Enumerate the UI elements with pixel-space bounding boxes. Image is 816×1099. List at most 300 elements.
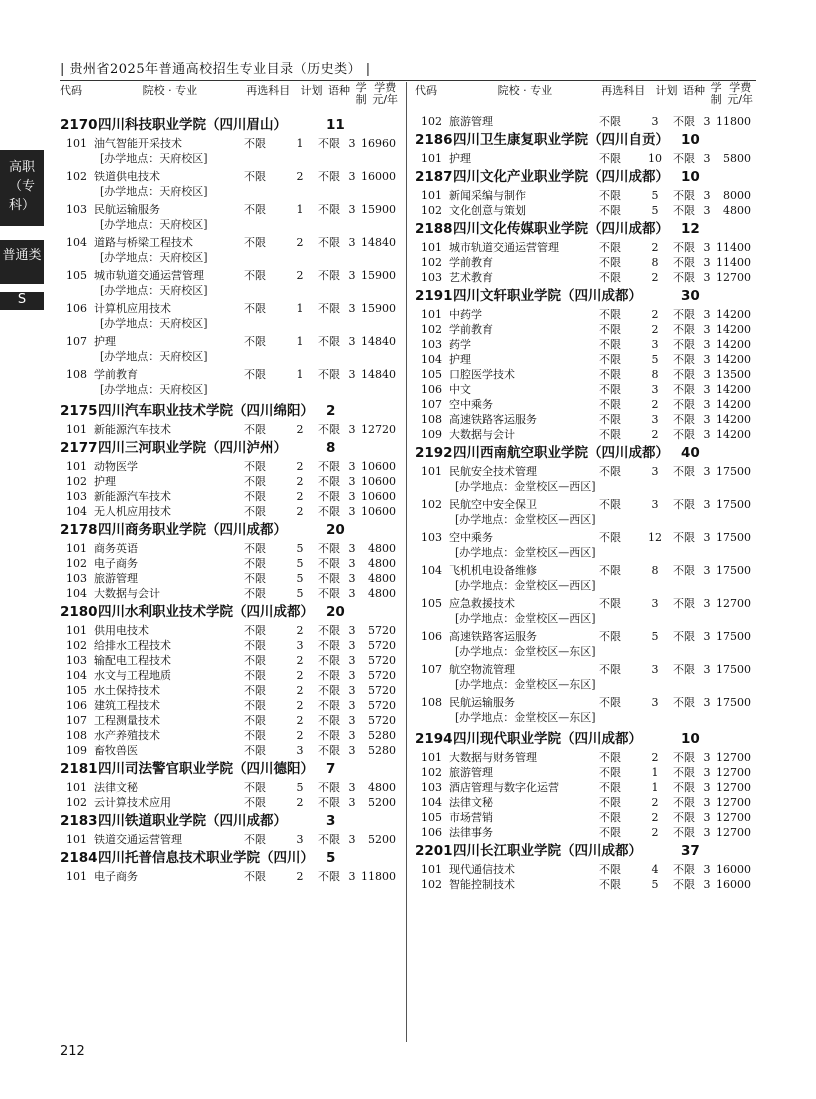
major-years: 3 bbox=[703, 630, 711, 643]
major-name: 护理 bbox=[94, 335, 116, 348]
major-years: 3 bbox=[348, 729, 356, 742]
major-name: 供用电技术 bbox=[94, 624, 149, 637]
major-lang: 不限 bbox=[673, 152, 695, 165]
major-name: 云计算技术应用 bbox=[94, 796, 171, 809]
major-code: 103 bbox=[66, 654, 87, 667]
major-years: 3 bbox=[703, 413, 711, 426]
major-lang: 不限 bbox=[318, 368, 340, 381]
major-lang: 不限 bbox=[318, 269, 340, 282]
major-subject: 不限 bbox=[599, 498, 621, 511]
major-years: 3 bbox=[703, 204, 711, 217]
major-plan: 3 bbox=[651, 597, 659, 610]
column-divider bbox=[406, 82, 407, 1042]
school-quota: 5 bbox=[326, 850, 336, 866]
header-title: 贵州省2025年普通高校招生专业目录（历史类） bbox=[69, 62, 362, 77]
major-subject: 不限 bbox=[244, 368, 266, 381]
major-subject: 不限 bbox=[244, 654, 266, 667]
major-years: 3 bbox=[348, 460, 356, 473]
major-subject: 不限 bbox=[599, 696, 621, 709]
school-code: 2181 bbox=[60, 761, 98, 777]
major-location: [办学地点：天府校区] bbox=[100, 152, 208, 165]
major-plan: 2 bbox=[296, 490, 304, 503]
major-subject: 不限 bbox=[599, 189, 621, 202]
major-subject: 不限 bbox=[599, 630, 621, 643]
major-name: 航空物流管理 bbox=[449, 663, 515, 676]
major-fee: 17500 bbox=[716, 696, 751, 709]
school-quota: 10 bbox=[681, 731, 700, 747]
major-fee: 5720 bbox=[368, 699, 396, 712]
major-subject: 不限 bbox=[244, 557, 266, 570]
school-name: 四川三河职业学院（四川泸州） bbox=[98, 440, 287, 456]
major-code: 106 bbox=[66, 699, 87, 712]
major-name: 中文 bbox=[449, 383, 471, 396]
major-fee: 5720 bbox=[368, 714, 396, 727]
major-fee: 12700 bbox=[716, 826, 751, 839]
school-quota: 11 bbox=[326, 117, 345, 133]
school-header bbox=[415, 220, 755, 238]
major-code: 101 bbox=[66, 423, 87, 436]
major-lang: 不限 bbox=[673, 353, 695, 366]
major-subject: 不限 bbox=[244, 684, 266, 697]
major-plan: 5 bbox=[296, 557, 304, 570]
major-fee: 4800 bbox=[368, 572, 396, 585]
major-lang: 不限 bbox=[318, 302, 340, 315]
major-lang: 不限 bbox=[673, 863, 695, 876]
major-code: 107 bbox=[66, 714, 87, 727]
major-name: 大数据与会计 bbox=[94, 587, 160, 600]
major-name: 建筑工程技术 bbox=[94, 699, 160, 712]
major-row bbox=[60, 202, 400, 217]
major-code: 106 bbox=[421, 826, 442, 839]
major-row bbox=[415, 307, 755, 322]
major-name: 民航空中安全保卫 bbox=[449, 498, 537, 511]
school-quota: 20 bbox=[326, 522, 345, 538]
major-years: 3 bbox=[703, 696, 711, 709]
major-subject: 不限 bbox=[244, 796, 266, 809]
major-code: 102 bbox=[421, 204, 442, 217]
major-lang: 不限 bbox=[318, 490, 340, 503]
school-quota: 7 bbox=[326, 761, 336, 777]
major-subject: 不限 bbox=[244, 587, 266, 600]
school-quota: 20 bbox=[326, 604, 345, 620]
header-fee: 学费元/年 bbox=[372, 81, 399, 106]
major-fee: 4800 bbox=[368, 557, 396, 570]
major-code: 104 bbox=[66, 505, 87, 518]
major-plan: 4 bbox=[651, 863, 659, 876]
major-lang: 不限 bbox=[673, 204, 695, 217]
major-lang: 不限 bbox=[318, 475, 340, 488]
major-years: 3 bbox=[348, 744, 356, 757]
major-row bbox=[60, 235, 400, 250]
major-subject: 不限 bbox=[599, 564, 621, 577]
major-plan: 3 bbox=[651, 413, 659, 426]
major-name: 水产养殖技术 bbox=[94, 729, 160, 742]
side-tab-category-label: 高职（专科） bbox=[8, 160, 35, 213]
school-name: 四川现代职业学院（四川成都） bbox=[453, 731, 642, 747]
header-code: 代码 bbox=[415, 84, 437, 97]
major-years: 3 bbox=[703, 368, 711, 381]
major-row bbox=[415, 322, 755, 337]
major-subject: 不限 bbox=[244, 744, 266, 757]
left-column-body bbox=[60, 116, 400, 884]
major-fee: 14200 bbox=[716, 323, 751, 336]
major-location: [办学地点：金堂校区—西区] bbox=[455, 480, 596, 493]
major-code: 101 bbox=[421, 241, 442, 254]
major-lang: 不限 bbox=[673, 189, 695, 202]
major-lang: 不限 bbox=[318, 744, 340, 757]
major-years: 3 bbox=[348, 654, 356, 667]
major-subject: 不限 bbox=[599, 308, 621, 321]
major-location: [办学地点：金堂校区—西区] bbox=[455, 612, 596, 625]
major-name: 文化创意与策划 bbox=[449, 204, 526, 217]
major-subject: 不限 bbox=[599, 531, 621, 544]
major-fee: 14840 bbox=[361, 236, 396, 249]
side-tab-s-label: S bbox=[17, 292, 27, 307]
major-plan: 2 bbox=[651, 796, 659, 809]
major-row bbox=[415, 862, 755, 877]
major-years: 3 bbox=[703, 308, 711, 321]
major-row bbox=[415, 662, 755, 677]
major-lang: 不限 bbox=[318, 203, 340, 216]
major-years: 3 bbox=[348, 505, 356, 518]
major-name: 商务英语 bbox=[94, 542, 138, 555]
major-lang: 不限 bbox=[673, 465, 695, 478]
major-name: 畜牧兽医 bbox=[94, 744, 138, 757]
major-lang: 不限 bbox=[673, 308, 695, 321]
major-subject: 不限 bbox=[599, 398, 621, 411]
major-code: 105 bbox=[421, 811, 442, 824]
major-fee: 17500 bbox=[716, 564, 751, 577]
major-code: 104 bbox=[421, 796, 442, 809]
major-row bbox=[415, 188, 755, 203]
school-header bbox=[60, 760, 400, 778]
school-header bbox=[415, 131, 755, 149]
major-name: 大数据与财务管理 bbox=[449, 751, 537, 764]
major-years: 3 bbox=[348, 368, 356, 381]
header-subject: 再选科目 bbox=[601, 84, 646, 97]
header-subject: 再选科目 bbox=[246, 84, 291, 97]
major-row bbox=[60, 334, 400, 349]
major-code: 101 bbox=[66, 137, 87, 150]
major-years: 3 bbox=[703, 338, 711, 351]
major-name: 市场营销 bbox=[449, 811, 493, 824]
major-years: 3 bbox=[348, 639, 356, 652]
major-row bbox=[415, 352, 755, 367]
major-years: 3 bbox=[703, 241, 711, 254]
major-name: 护理 bbox=[449, 152, 471, 165]
major-code: 108 bbox=[421, 413, 442, 426]
school-quota: 10 bbox=[681, 132, 700, 148]
major-years: 3 bbox=[703, 353, 711, 366]
major-row bbox=[60, 653, 400, 668]
major-row bbox=[415, 750, 755, 765]
major-plan: 3 bbox=[651, 115, 659, 128]
major-lang: 不限 bbox=[318, 557, 340, 570]
major-subject: 不限 bbox=[244, 137, 266, 150]
major-fee: 8000 bbox=[723, 189, 751, 202]
major-name: 中药学 bbox=[449, 308, 482, 321]
major-name: 空中乘务 bbox=[449, 531, 493, 544]
major-code: 102 bbox=[421, 878, 442, 891]
major-plan: 3 bbox=[651, 338, 659, 351]
major-name: 旅游管理 bbox=[449, 766, 493, 779]
major-plan: 2 bbox=[651, 826, 659, 839]
page-number: 212 bbox=[60, 1044, 85, 1059]
major-fee: 5280 bbox=[368, 744, 396, 757]
major-years: 3 bbox=[703, 781, 711, 794]
major-subject: 不限 bbox=[244, 542, 266, 555]
major-name: 高速铁路客运服务 bbox=[449, 630, 537, 643]
major-plan: 1 bbox=[296, 137, 304, 150]
major-fee: 5720 bbox=[368, 654, 396, 667]
major-plan: 2 bbox=[296, 624, 304, 637]
major-subject: 不限 bbox=[244, 203, 266, 216]
major-code: 102 bbox=[66, 475, 87, 488]
major-subject: 不限 bbox=[244, 699, 266, 712]
major-years: 3 bbox=[703, 398, 711, 411]
major-lang: 不限 bbox=[318, 796, 340, 809]
major-subject: 不限 bbox=[244, 572, 266, 585]
major-code: 101 bbox=[421, 189, 442, 202]
major-lang: 不限 bbox=[318, 684, 340, 697]
major-lang: 不限 bbox=[673, 751, 695, 764]
major-subject: 不限 bbox=[599, 152, 621, 165]
major-code: 104 bbox=[66, 236, 87, 249]
major-name: 电子商务 bbox=[94, 557, 138, 570]
major-lang: 不限 bbox=[318, 669, 340, 682]
major-code: 106 bbox=[66, 302, 87, 315]
major-plan: 2 bbox=[296, 654, 304, 667]
major-code: 102 bbox=[421, 766, 442, 779]
major-fee: 13500 bbox=[716, 368, 751, 381]
major-lang: 不限 bbox=[673, 241, 695, 254]
major-plan: 5 bbox=[296, 572, 304, 585]
major-years: 3 bbox=[703, 465, 711, 478]
major-code: 105 bbox=[66, 684, 87, 697]
major-code: 101 bbox=[421, 308, 442, 321]
major-subject: 不限 bbox=[599, 878, 621, 891]
major-plan: 8 bbox=[651, 256, 659, 269]
school-header bbox=[415, 730, 755, 748]
major-code: 109 bbox=[66, 744, 87, 757]
school-code: 2170 bbox=[60, 117, 98, 133]
major-row bbox=[60, 489, 400, 504]
major-years: 3 bbox=[703, 663, 711, 676]
major-name: 民航运输服务 bbox=[449, 696, 515, 709]
major-name: 城市轨道交通运营管理 bbox=[449, 241, 559, 254]
major-subject: 不限 bbox=[599, 811, 621, 824]
school-header bbox=[60, 849, 400, 867]
major-lang: 不限 bbox=[318, 335, 340, 348]
school-name: 四川水利职业技术学院（四川成都） bbox=[98, 604, 314, 620]
side-tab-type bbox=[0, 240, 44, 284]
major-fee: 14200 bbox=[716, 308, 751, 321]
major-fee: 11800 bbox=[716, 115, 751, 128]
major-years: 3 bbox=[703, 751, 711, 764]
major-name: 城市轨道交通运营管理 bbox=[94, 269, 204, 282]
major-subject: 不限 bbox=[244, 236, 266, 249]
major-plan: 2 bbox=[296, 170, 304, 183]
major-years: 3 bbox=[348, 302, 356, 315]
major-code: 103 bbox=[421, 781, 442, 794]
major-code: 102 bbox=[421, 498, 442, 511]
major-lang: 不限 bbox=[318, 639, 340, 652]
header-years: 学制 bbox=[355, 81, 367, 106]
school-header bbox=[60, 603, 400, 621]
major-code: 108 bbox=[66, 368, 87, 381]
row-gap bbox=[60, 397, 400, 400]
school-code: 2177 bbox=[60, 440, 98, 456]
major-row bbox=[415, 337, 755, 352]
school-code: 2184 bbox=[60, 850, 98, 866]
major-fee: 17500 bbox=[716, 630, 751, 643]
major-fee: 10600 bbox=[361, 505, 396, 518]
major-name: 法律事务 bbox=[449, 826, 493, 839]
major-fee: 12700 bbox=[716, 271, 751, 284]
major-code: 104 bbox=[66, 587, 87, 600]
school-header bbox=[60, 812, 400, 830]
major-row bbox=[415, 270, 755, 285]
header-name: 院校 · 专业 bbox=[497, 84, 553, 97]
major-subject: 不限 bbox=[599, 241, 621, 254]
major-lang: 不限 bbox=[673, 323, 695, 336]
major-subject: 不限 bbox=[599, 428, 621, 441]
major-row bbox=[415, 825, 755, 840]
major-name: 艺术教育 bbox=[449, 271, 493, 284]
major-plan: 3 bbox=[296, 744, 304, 757]
header-plan: 计划 bbox=[655, 84, 678, 97]
major-subject: 不限 bbox=[599, 368, 621, 381]
major-name: 空中乘务 bbox=[449, 398, 493, 411]
major-years: 3 bbox=[703, 811, 711, 824]
major-fee: 15900 bbox=[361, 269, 396, 282]
major-code: 101 bbox=[421, 751, 442, 764]
major-plan: 2 bbox=[296, 475, 304, 488]
major-code: 104 bbox=[421, 353, 442, 366]
major-years: 3 bbox=[703, 152, 711, 165]
major-code: 101 bbox=[66, 781, 87, 794]
major-name: 护理 bbox=[449, 353, 471, 366]
major-location: [办学地点：天府校区] bbox=[100, 185, 208, 198]
major-name: 新能源汽车技术 bbox=[94, 490, 171, 503]
major-subject: 不限 bbox=[244, 870, 266, 883]
major-years: 3 bbox=[703, 531, 711, 544]
major-years: 3 bbox=[348, 269, 356, 282]
major-code: 108 bbox=[421, 696, 442, 709]
major-plan: 5 bbox=[296, 542, 304, 555]
major-plan: 5 bbox=[651, 204, 659, 217]
major-name: 新闻采编与制作 bbox=[449, 189, 526, 202]
major-fee: 12700 bbox=[716, 597, 751, 610]
major-subject: 不限 bbox=[599, 413, 621, 426]
major-plan: 2 bbox=[651, 271, 659, 284]
school-name: 四川卫生康复职业学院（四川自贡） bbox=[453, 132, 669, 148]
major-lang: 不限 bbox=[318, 423, 340, 436]
major-location: [办学地点：天府校区] bbox=[100, 350, 208, 363]
major-years: 3 bbox=[703, 383, 711, 396]
major-fee: 5200 bbox=[368, 796, 396, 809]
major-years: 3 bbox=[703, 189, 711, 202]
major-lang: 不限 bbox=[673, 630, 695, 643]
major-lang: 不限 bbox=[318, 870, 340, 883]
major-code: 101 bbox=[421, 863, 442, 876]
major-code: 101 bbox=[66, 624, 87, 637]
major-lang: 不限 bbox=[318, 781, 340, 794]
major-subject: 不限 bbox=[599, 338, 621, 351]
major-row bbox=[415, 877, 755, 892]
major-subject: 不限 bbox=[244, 302, 266, 315]
major-fee: 5720 bbox=[368, 684, 396, 697]
major-fee: 17500 bbox=[716, 531, 751, 544]
major-subject: 不限 bbox=[599, 597, 621, 610]
major-row bbox=[60, 571, 400, 586]
major-name: 口腔医学技术 bbox=[449, 368, 515, 381]
major-code: 103 bbox=[421, 338, 442, 351]
major-row bbox=[415, 382, 755, 397]
major-code: 109 bbox=[421, 428, 442, 441]
major-years: 3 bbox=[348, 781, 356, 794]
major-plan: 2 bbox=[651, 241, 659, 254]
major-lang: 不限 bbox=[673, 368, 695, 381]
header-lang: 语种 bbox=[328, 84, 351, 97]
major-lang: 不限 bbox=[673, 781, 695, 794]
major-name: 给排水工程技术 bbox=[94, 639, 171, 652]
major-fee: 16960 bbox=[361, 137, 396, 150]
major-fee: 14200 bbox=[716, 398, 751, 411]
major-name: 新能源汽车技术 bbox=[94, 423, 171, 436]
major-code: 101 bbox=[421, 465, 442, 478]
major-code: 105 bbox=[421, 368, 442, 381]
major-fee: 14840 bbox=[361, 368, 396, 381]
major-row bbox=[60, 698, 400, 713]
major-lang: 不限 bbox=[673, 531, 695, 544]
major-name: 飞机机电设备维修 bbox=[449, 564, 537, 577]
major-plan: 3 bbox=[651, 663, 659, 676]
major-plan: 3 bbox=[651, 383, 659, 396]
major-name: 油气智能开采技术 bbox=[94, 137, 182, 150]
major-plan: 2 bbox=[651, 323, 659, 336]
major-name: 水文与工程地质 bbox=[94, 669, 171, 682]
school-code: 2194 bbox=[415, 731, 453, 747]
school-name: 四川科技职业学院（四川眉山） bbox=[98, 117, 287, 133]
major-plan: 3 bbox=[296, 639, 304, 652]
major-lang: 不限 bbox=[673, 271, 695, 284]
major-location: [办学地点：天府校区] bbox=[100, 284, 208, 297]
major-subject: 不限 bbox=[599, 766, 621, 779]
major-name: 工程测量技术 bbox=[94, 714, 160, 727]
major-plan: 2 bbox=[296, 505, 304, 518]
major-row bbox=[415, 203, 755, 218]
major-years: 3 bbox=[348, 684, 356, 697]
major-subject: 不限 bbox=[244, 423, 266, 436]
major-row bbox=[60, 422, 400, 437]
major-location: [办学地点：金堂校区—西区] bbox=[455, 579, 596, 592]
major-row bbox=[60, 728, 400, 743]
major-row bbox=[415, 397, 755, 412]
major-subject: 不限 bbox=[244, 475, 266, 488]
major-fee: 5800 bbox=[723, 152, 751, 165]
major-row bbox=[415, 412, 755, 427]
major-lang: 不限 bbox=[673, 597, 695, 610]
major-code: 105 bbox=[421, 597, 442, 610]
major-years: 3 bbox=[348, 870, 356, 883]
major-code: 106 bbox=[421, 383, 442, 396]
major-subject: 不限 bbox=[599, 826, 621, 839]
major-plan: 2 bbox=[296, 796, 304, 809]
major-row bbox=[60, 268, 400, 283]
major-code: 103 bbox=[66, 490, 87, 503]
school-quota: 10 bbox=[681, 169, 700, 185]
